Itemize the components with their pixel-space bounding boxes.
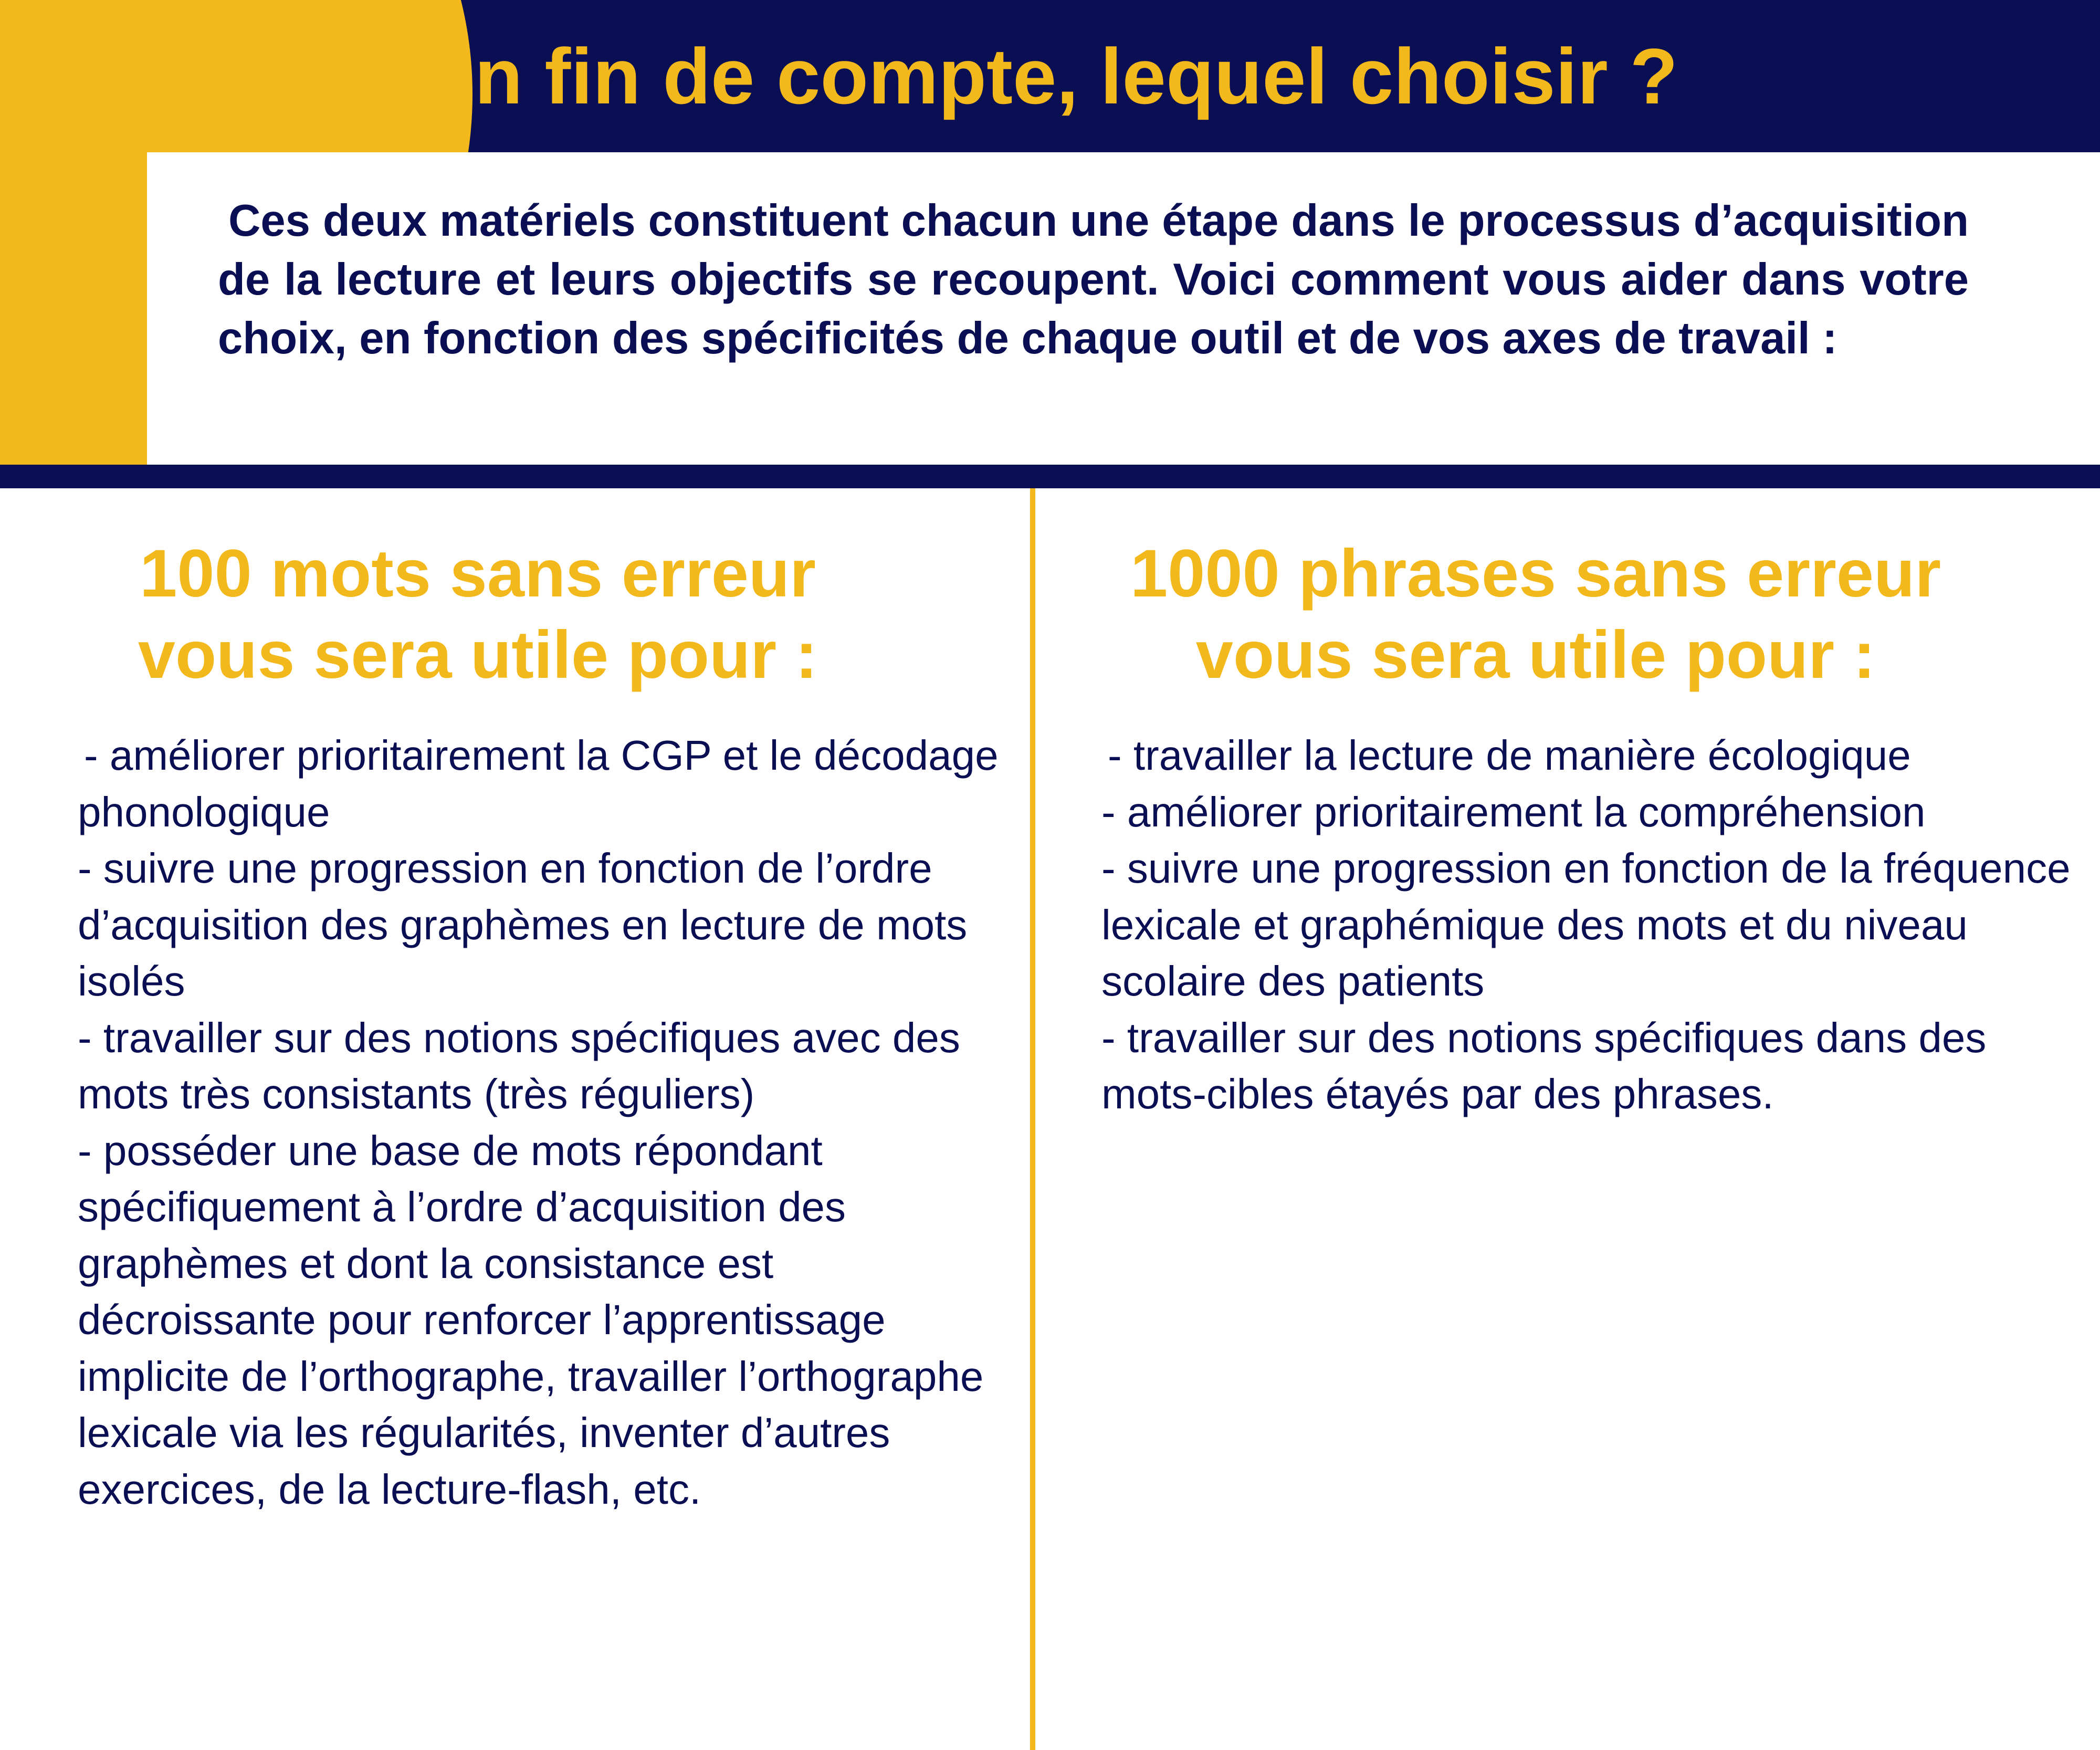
left-heading-line-2: vous sera utile pour :	[138, 617, 818, 693]
page-title: En fin de compte, lequel choisir ?	[422, 32, 1678, 120]
right-heading-line-1: 1000 phrases sans erreur	[1130, 536, 1941, 611]
right-column-heading	[1050, 533, 2021, 696]
column-divider	[1030, 488, 1035, 1750]
left-column-heading	[32, 533, 924, 696]
intro-paragraph: Ces deux matériels constituent chacun une étape dans le processus d’acquisition de la lecture et leurs objectifs se recoupent. Voici comment vous aider dans votre choix, en fonction des spécificités de chaque outil et de vos axes de travail :	[218, 196, 1969, 363]
list-item: - suivre une progression en fonction de la fréquence lexicale et graphémique des mots et du niveau scolaire des patients	[1101, 845, 2071, 1004]
list-item: - posséder une base de mots répondant spécifiquement à l’ordre d’acquisition des graphèmes et dont la consistance est décroissante pour renforcer l’apprentissage implicite de l’orthographe, travailler l’orthographe lexicale via les régularités, inventer d’autres exercices, de la lecture-flash, etc.	[78, 1127, 984, 1513]
list-item: - travailler sur des notions spécifiques avec des mots très consistants (très réguliers)	[78, 1014, 960, 1117]
list-item: - suivre une progression en fonction de l’ordre d’acquisition des graphèmes en lecture de mots isolés	[78, 845, 968, 1004]
list-item: - travailler sur des notions spécifiques dans des mots-cibles étayés par des phrases.	[1101, 1014, 1987, 1117]
list-item: - améliorer prioritairement la compréhension	[1101, 788, 1926, 835]
left-column-list	[78, 727, 1017, 1517]
section-divider	[0, 465, 2100, 488]
right-heading-line-2: vous sera utile pour :	[1195, 617, 1876, 693]
right-column-list	[1101, 727, 2099, 1123]
left-heading-line-1: 100 mots sans erreur	[140, 536, 816, 611]
list-item: - travailler la lecture de manière écologique	[1108, 732, 1911, 779]
list-item: - améliorer prioritairement la CGP et le décodage phonologique	[78, 732, 999, 835]
